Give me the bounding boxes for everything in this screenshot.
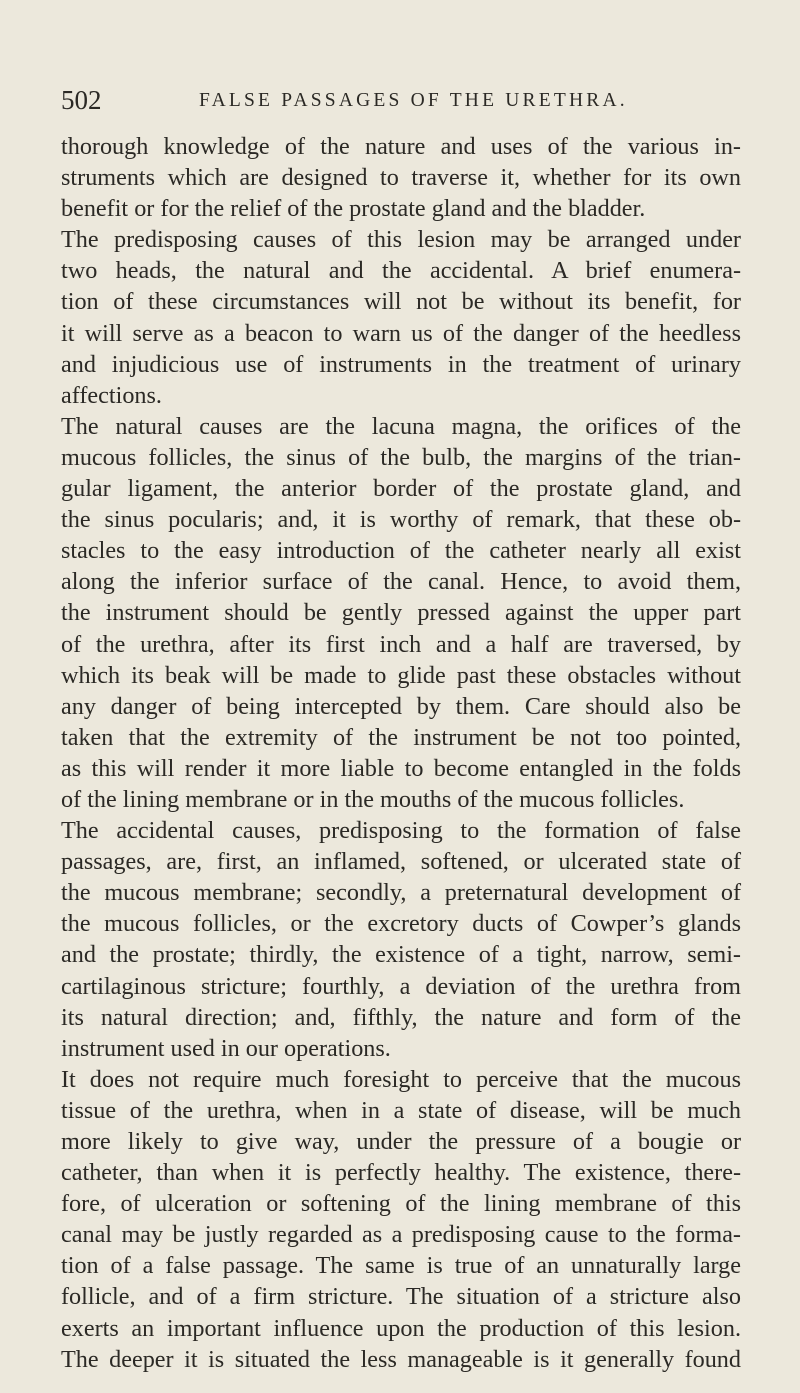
text-line: canal may be justly regarded as a predisposing cause to the forma- [61,1221,741,1249]
text-line: and the prostate; thirdly, the existence of a tight, narrow, semi- [61,941,741,969]
text-line: The predisposing causes of this lesion may be arranged under [61,226,741,254]
text-line: gular ligament, the anterior border of the prostate gland, and [61,475,741,503]
text-line: it will serve as a beacon to warn us of the danger of the heedless [61,319,741,347]
text-line: The accidental causes, predisposing to the formation of false [61,817,741,845]
text-line: catheter, than when it is perfectly healthy. The existence, there- [61,1159,741,1187]
text-line: benefit or for the relief of the prostate gland and the bladder. [61,195,646,223]
running-head [61,84,741,124]
running-title: FALSE PASSAGES OF THE URETHRA. [199,90,628,111]
text-line: stacles to the easy introduction of the catheter nearly all exist [61,537,741,565]
text-line: the sinus pocularis; and, it is worthy of remark, that these ob- [61,506,741,534]
text-line: and injudicious use of instruments in the treatment of urinary [61,350,741,378]
text-line: fore, of ulceration or softening of the lining membrane of this [61,1190,741,1218]
text-line: exerts an important influence upon the production of this lesion. [61,1314,741,1342]
body-text [61,131,741,1375]
text-line: as this will render it more liable to become entangled in the folds [61,754,741,782]
text-line: two heads, the natural and the accidental. A brief enumera- [61,257,741,285]
text-line: any danger of being intercepted by them. Care should also be [61,692,741,720]
text-line: the mucous membrane; secondly, a preternatural development of [61,879,741,907]
text-line: follicle, and of a firm stricture. The situation of a stricture also [61,1283,741,1311]
text-line: along the inferior surface of the canal. Hence, to avoid them, [61,568,741,596]
text-line: tissue of the urethra, when in a state of disease, will be much [61,1096,741,1124]
text-line: mucous follicles, the sinus of the bulb, the margins of the trian- [61,443,741,471]
text-line: instrument used in our operations. [61,1034,391,1062]
text-line: passages, are, first, an inflamed, softened, or ulcerated state of [61,848,741,876]
text-line: affections. [61,381,162,409]
text-line: its natural direction; and, fifthly, the nature and form of the [61,1003,741,1031]
text-line: struments which are designed to traverse it, whether for its own [61,164,741,192]
text-line: The natural causes are the lacuna magna, the orifices of the [61,412,741,440]
text-line: tion of these circumstances will not be without its benefit, for [61,288,741,316]
text-line: The deeper it is situated the less manageable is it generally found [61,1345,741,1373]
text-line: taken that the extremity of the instrument be not too pointed, [61,723,741,751]
text-line: of the urethra, after its first inch and a half are traversed, by [61,630,741,658]
text-line: of the lining membrane or in the mouths of the mucous follicles. [61,785,685,813]
text-line: tion of a false passage. The same is true of an unnaturally large [61,1252,741,1280]
text-line: cartilaginous stricture; fourthly, a deviation of the urethra from [61,972,741,1000]
page-number: 502 [61,85,102,115]
text-line: the instrument should be gently pressed against the upper part [61,599,741,627]
text-line: which its beak will be made to glide past these obstacles without [61,661,741,689]
text-line: the mucous follicles, or the excretory ducts of Cowper’s glands [61,910,741,938]
text-line: It does not require much foresight to perceive that the mucous [61,1065,741,1093]
text-line: more likely to give way, under the pressure of a bougie or [61,1128,741,1155]
text-line: thorough knowledge of the nature and uses of the various in- [61,133,741,160]
